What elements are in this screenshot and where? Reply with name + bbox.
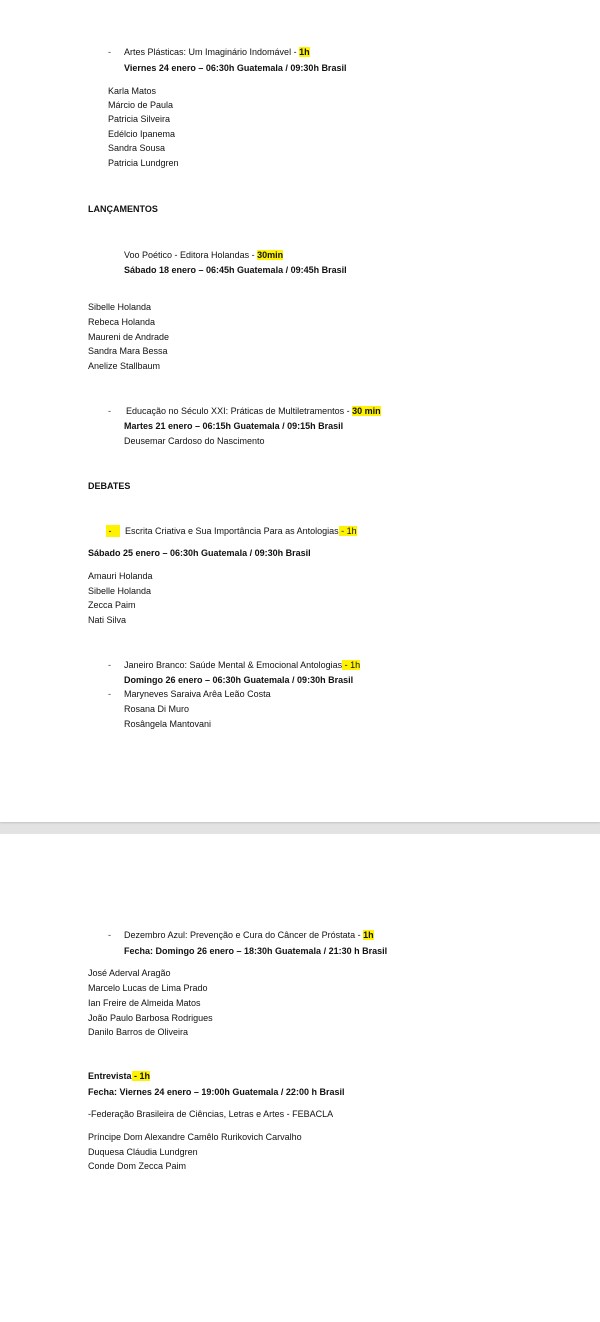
list-bullet-highlight: - (106, 525, 120, 537)
session-title-educacao: Educação no Século XXI: Práticas de Multiletramentos - 30 min (126, 406, 381, 416)
session-date-entrevista: Fecha: Viernes 24 enero – 19:00h Guatemala / 22:00 h Brasil (88, 1087, 345, 1097)
participant-name: Patricia Lundgren (108, 158, 179, 168)
list-bullet: - (108, 47, 111, 57)
participant-name: José Aderval Aragão (88, 968, 171, 978)
participant-name: Duquesa Cláudia Lundgren (88, 1147, 198, 1157)
session-date-escrita: Sábado 25 enero – 06:30h Guatemala / 09:30h Brasil (88, 548, 311, 558)
duration-highlight: - 1h (338, 526, 357, 536)
participant-name: Zecca Paim (88, 600, 136, 610)
duration-highlight: 30 min (352, 406, 381, 416)
participant-name: Sandra Mara Bessa (88, 346, 168, 356)
participant-name: Ian Freire de Almeida Matos (88, 998, 201, 1008)
participant-name: Patricia Silveira (108, 114, 171, 124)
participant-name: Anelize Stallbaum (88, 361, 161, 371)
participant-name: Sibelle Holanda (88, 586, 152, 596)
section-heading-entrevista: Entrevista - 1h (88, 1071, 151, 1081)
section-heading-debates: DEBATES (88, 481, 131, 491)
participant-name: Conde Dom Zecca Paim (88, 1161, 187, 1171)
participant-name: Edélcio Ipanema (108, 129, 176, 139)
participant-name: João Paulo Barbosa Rodrigues (88, 1013, 213, 1023)
participant-name: Maryneves Saraiva Arêa Leão Costa (124, 689, 271, 699)
session-title-janeiro: Janeiro Branco: Saúde Mental & Emocional Antologias - 1h (124, 660, 361, 670)
session-date-educacao: Martes 21 enero – 06:15h Guatemala / 09:15h Brasil (124, 421, 344, 431)
document-page-2 (0, 834, 600, 1322)
list-bullet: - (108, 930, 111, 940)
session-date-voo-poetico: Sábado 18 enero – 06:45h Guatemala / 09:45h Brasil (124, 265, 347, 275)
participant-name: Karla Matos (108, 86, 157, 96)
participant-name: Amauri Holanda (88, 571, 153, 581)
participant-name: Rosana Di Muro (124, 704, 190, 714)
session-title-voo-poetico: Voo Poético - Editora Holandas - 30min (124, 250, 284, 260)
list-bullet: - (108, 660, 111, 670)
session-date-dezembro: Fecha: Domingo 26 enero – 18:30h Guatemala / 21:30 h Brasil (124, 946, 388, 956)
participant-name: Márcio de Paula (108, 100, 174, 110)
list-bullet: - (108, 689, 111, 699)
duration-highlight: 30min (257, 250, 284, 260)
duration-highlight: - 1h (131, 1071, 151, 1081)
participant-name: Rosângela Mantovani (124, 719, 212, 729)
list-bullet: - (108, 406, 111, 416)
section-heading-lancamentos: LANÇAMENTOS (88, 204, 158, 214)
participant-name: Maureni de Andrade (88, 332, 170, 342)
participant-name: Príncipe Dom Alexandre Camêlo Rurikovich Carvalho (88, 1132, 302, 1142)
participant-name: Sibelle Holanda (88, 302, 152, 312)
organization-name: -Federação Brasileira de Ciências, Letras e Artes - FEBACLA (88, 1109, 334, 1119)
session-title-artes: Artes Plásticas: Um Imaginário Indomável - 1h (124, 47, 310, 57)
participant-name: Nati Silva (88, 615, 127, 625)
participant-name: Rebeca Holanda (88, 317, 156, 327)
session-date-janeiro: Domingo 26 enero – 06:30h Guatemala / 09:30h Brasil (124, 675, 354, 685)
duration-highlight: - 1h (342, 660, 361, 670)
session-title-dezembro: Dezembro Azul: Prevenção e Cura do Câncer de Próstata - 1h (124, 930, 374, 940)
participant-name: Sandra Sousa (108, 143, 166, 153)
duration-highlight: 1h (363, 930, 374, 940)
participant-name: Deusemar Cardoso do Nascimento (124, 436, 265, 446)
session-date-artes: Viernes 24 enero – 06:30h Guatemala / 09:30h Brasil (124, 63, 347, 73)
participant-name: Danilo Barros de Oliveira (88, 1027, 189, 1037)
participant-name: Marcelo Lucas de Lima Prado (88, 983, 208, 993)
session-title-escrita: - Escrita Criativa e Sua Importância Para as Antologias - 1h (106, 526, 357, 536)
duration-highlight: 1h (299, 47, 310, 57)
